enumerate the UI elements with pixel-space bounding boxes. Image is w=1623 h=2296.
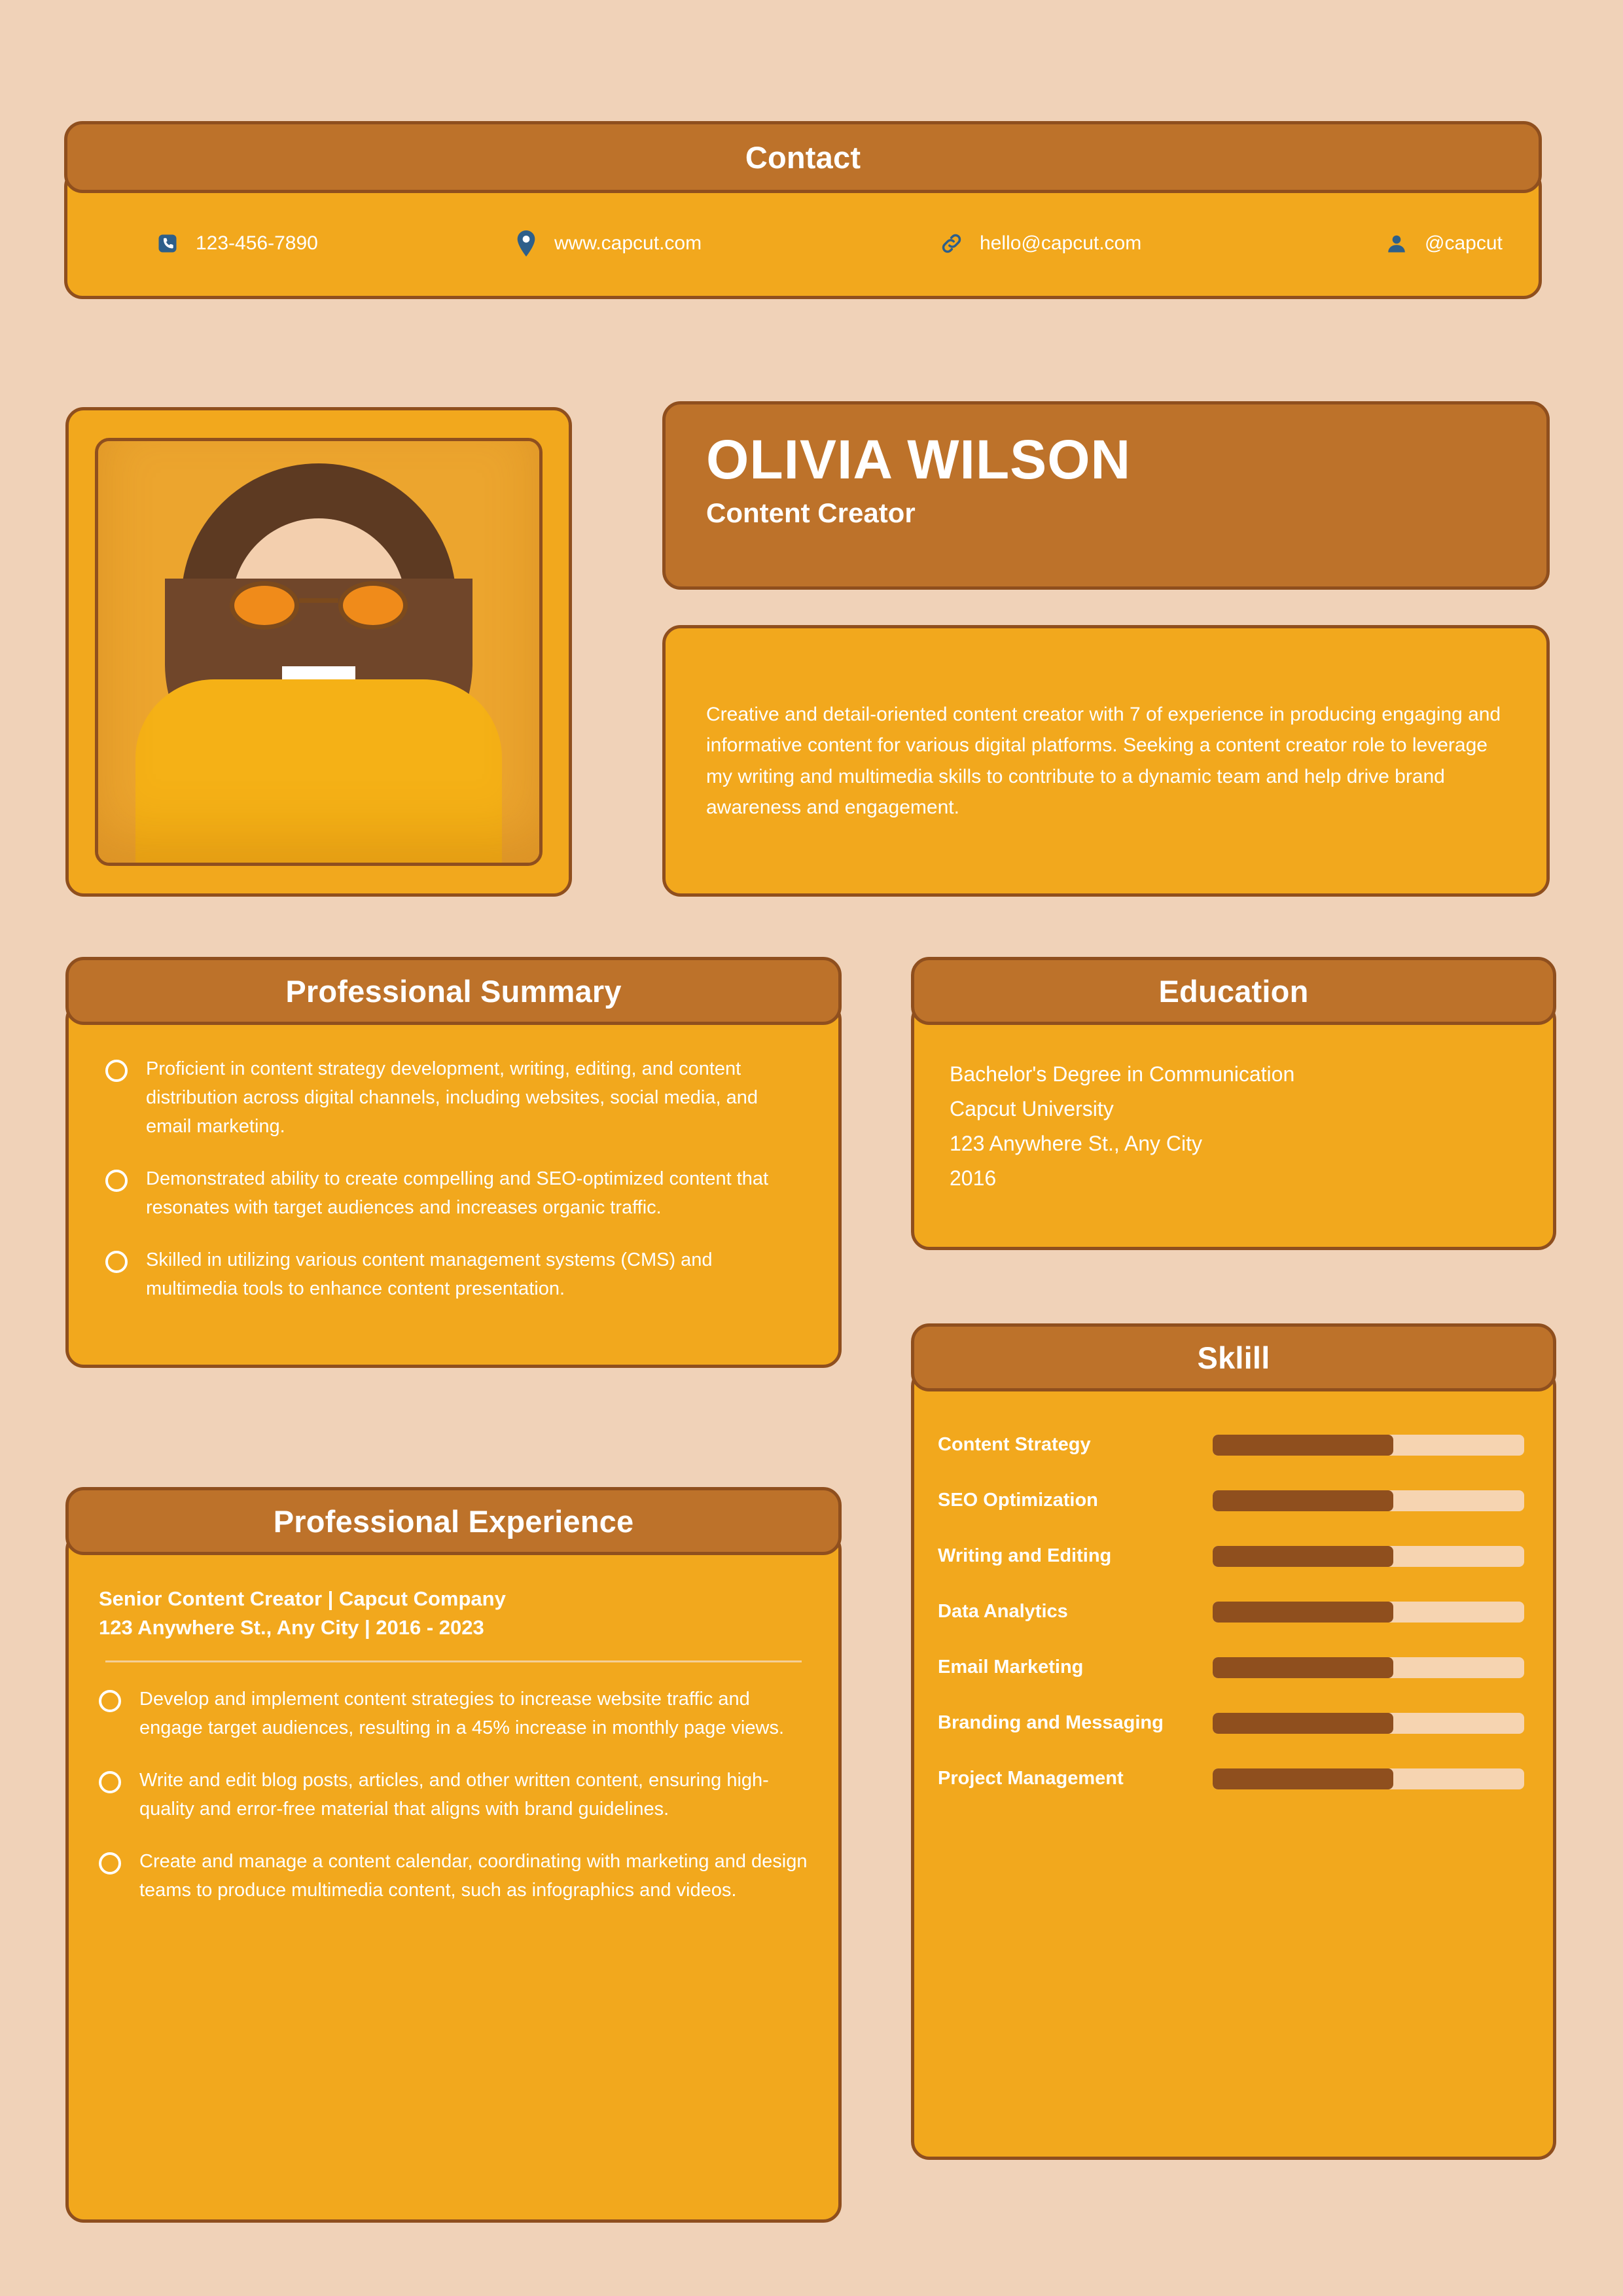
professional-summary-body <box>65 1001 842 1368</box>
list-item-text: Skilled in utilizing various content management systems (CMS) and multimedia tools to enhance content presentation. <box>146 1249 713 1300</box>
skill-progress-fill <box>1213 1490 1393 1511</box>
list-item <box>105 1164 802 1222</box>
list-item-text: Develop and implement content strategies to increase website traffic and engage target audiences, resulting in a 45% increase in monthly page views. <box>139 1689 784 1739</box>
skill-progress-bar <box>1213 1546 1524 1567</box>
bullet-icon <box>105 1060 128 1082</box>
bullet-icon <box>99 1852 121 1874</box>
contact-item-website[interactable] <box>512 230 938 257</box>
list-item <box>105 1054 802 1141</box>
skill-label: SEO Optimization <box>938 1490 1098 1511</box>
page-title: OLIVIA WILSON <box>706 429 1132 490</box>
list-item <box>105 1246 802 1303</box>
contact-section <box>64 121 1542 299</box>
bullet-icon <box>105 1251 128 1273</box>
professional-summary-section <box>65 957 842 1368</box>
bullet-icon <box>105 1170 128 1192</box>
skill-row <box>938 1657 1524 1678</box>
skill-label: Data Analytics <box>938 1601 1068 1622</box>
skill-row <box>938 1434 1524 1456</box>
skills-body <box>911 1368 1556 2160</box>
skills-section <box>911 1323 1556 2160</box>
location-pin-icon <box>512 230 540 257</box>
skill-progress-bar <box>1213 1602 1524 1623</box>
skill-label: Content Strategy <box>938 1434 1091 1455</box>
skill-progress-fill <box>1213 1768 1393 1789</box>
skill-progress-fill <box>1213 1546 1393 1567</box>
photo-vignette <box>98 441 539 863</box>
phone-icon <box>154 230 181 257</box>
education-address: 123 Anywhere St., Any City <box>950 1132 1202 1156</box>
profile-blurb-text: Creative and detail-oriented content creator with 7 of experience in producing engaging and informative content for various digital platforms. Seeking a content creator role to leverage my writing and multimedia skills to contribute to a dynamic team and help drive brand awareness and engagement. <box>706 703 1501 818</box>
profile-blurb-card <box>662 625 1550 897</box>
education-section <box>911 957 1556 1250</box>
list-item <box>99 1847 808 1905</box>
contact-header: Contact <box>64 121 1542 193</box>
contact-phone-text: 123-456-7890 <box>196 232 318 254</box>
skill-label: Writing and Editing <box>938 1545 1112 1566</box>
skill-progress-bar <box>1213 1490 1524 1511</box>
skill-row <box>938 1601 1524 1623</box>
skill-label: Project Management <box>938 1768 1124 1789</box>
name-card <box>662 401 1550 590</box>
list-item-text: Proficient in content strategy development, writing, editing, and content distribution across digital channels, including websites, social media, and email marketing. <box>146 1058 758 1138</box>
job-title: Senior Content Creator | Capcut Company <box>99 1587 506 1610</box>
contact-item-handle[interactable] <box>1357 230 1512 257</box>
job-meta: 123 Anywhere St., Any City | 2016 - 2023 <box>99 1616 484 1640</box>
education-degree: Bachelor's Degree in Communication <box>950 1062 1295 1086</box>
job-role: Content Creator <box>706 497 916 529</box>
professional-experience-body <box>65 1532 842 2223</box>
skill-progress-fill <box>1213 1713 1393 1734</box>
skill-progress-bar <box>1213 1657 1524 1678</box>
education-header: Education <box>911 957 1556 1025</box>
skill-label: Email Marketing <box>938 1657 1084 1677</box>
skill-row <box>938 1768 1524 1789</box>
skill-row <box>938 1545 1524 1567</box>
contact-website-text: www.capcut.com <box>554 232 702 254</box>
education-school: Capcut University <box>950 1097 1114 1121</box>
professional-experience-section <box>65 1487 842 2223</box>
bullet-icon <box>99 1771 121 1793</box>
profile-photo-card <box>65 407 572 897</box>
bullet-icon <box>99 1690 121 1712</box>
skill-progress-fill <box>1213 1602 1393 1623</box>
list-item <box>99 1766 808 1823</box>
skills-header: Sklill <box>911 1323 1556 1391</box>
skill-progress-bar <box>1213 1435 1524 1456</box>
skill-row <box>938 1712 1524 1734</box>
skill-progress-bar <box>1213 1768 1524 1789</box>
person-icon <box>1383 230 1410 257</box>
contact-email-text: hello@capcut.com <box>980 232 1142 254</box>
skill-progress-fill <box>1213 1435 1393 1456</box>
contact-item-email[interactable] <box>938 230 1357 257</box>
skill-progress-bar <box>1213 1713 1524 1734</box>
skill-progress-fill <box>1213 1657 1393 1678</box>
professional-summary-header: Professional Summary <box>65 957 842 1025</box>
contact-item-phone[interactable] <box>94 230 512 257</box>
professional-experience-header: Professional Experience <box>65 1487 842 1555</box>
profile-photo <box>95 438 543 866</box>
education-year: 2016 <box>950 1166 997 1191</box>
list-item-text: Write and edit blog posts, articles, and other written content, ensuring high-quality and error-free material that aligns with brand guidelines. <box>139 1770 769 1820</box>
education-body <box>911 1001 1556 1250</box>
skill-label: Branding and Messaging <box>938 1712 1164 1733</box>
skill-row <box>938 1490 1524 1511</box>
list-item-text: Create and manage a content calendar, coordinating with marketing and design teams to produce multimedia content, such as infographics and videos. <box>139 1851 808 1901</box>
list-item <box>99 1685 808 1742</box>
contact-handle-text: @capcut <box>1425 232 1503 254</box>
divider <box>105 1660 802 1662</box>
link-icon <box>938 230 965 257</box>
list-item-text: Demonstrated ability to create compelling and SEO-optimized content that resonates with target audiences and increases organic traffic. <box>146 1168 769 1219</box>
